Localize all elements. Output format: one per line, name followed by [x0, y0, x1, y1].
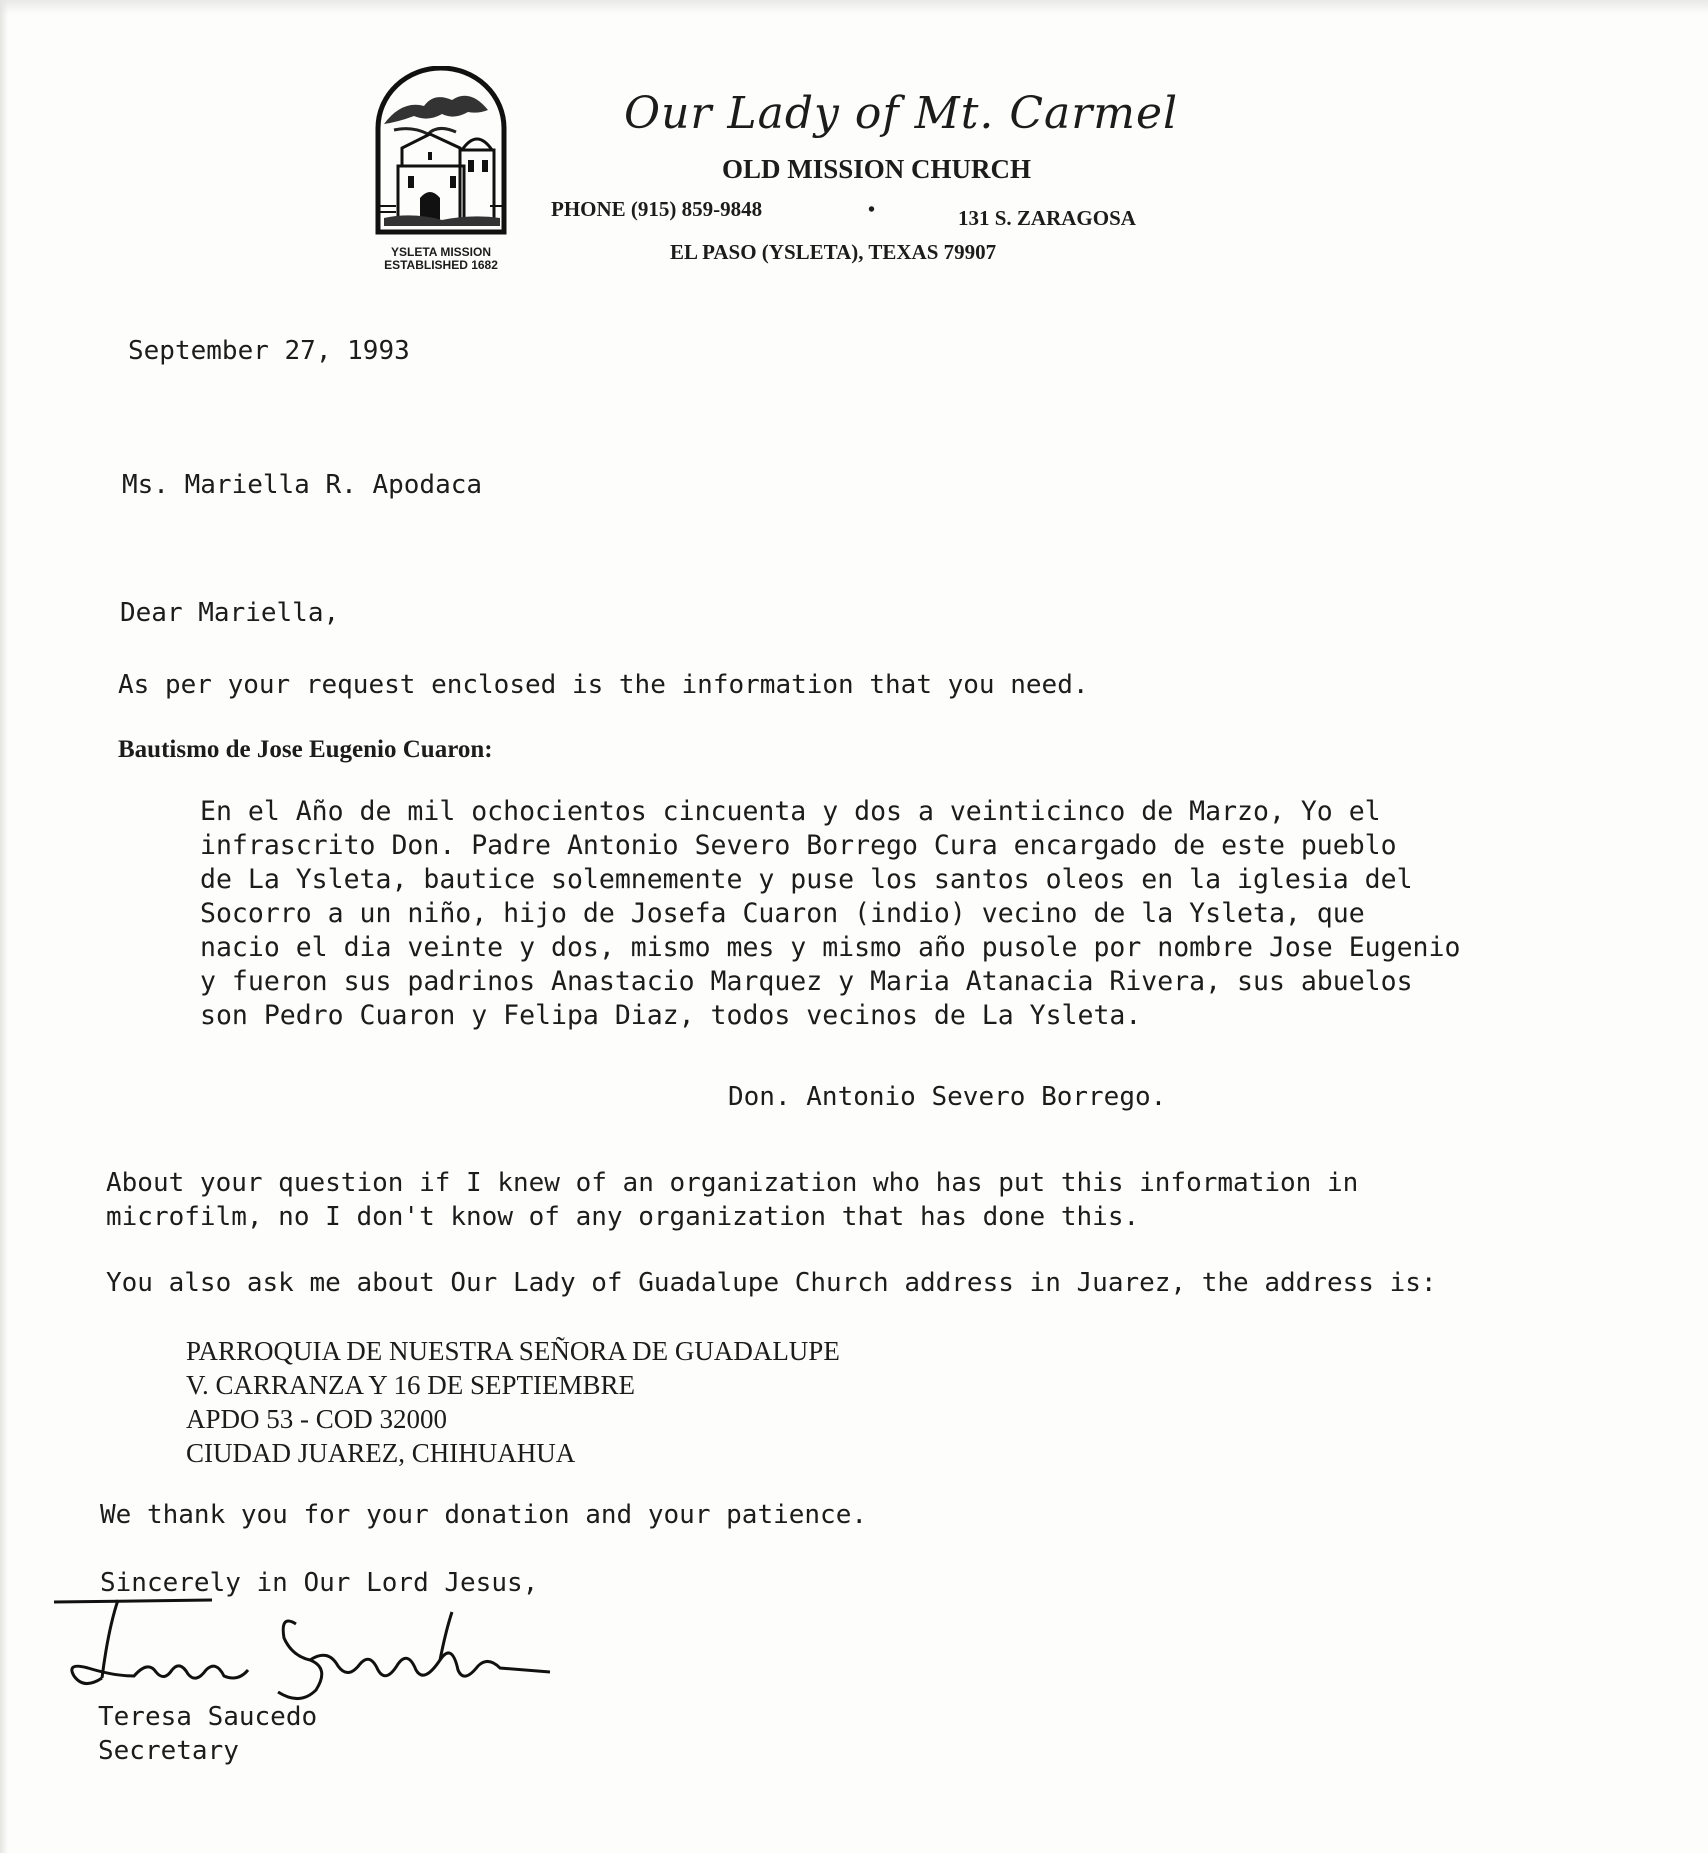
church-name: OLD MISSION CHURCH	[722, 154, 1032, 184]
record-line: Socorro a un niño, hijo de Josefa Cuaron (indio) vecino de la Ysleta, que	[200, 898, 1365, 929]
thanks-paragraph: We thank you for your donation and your patience.	[100, 1500, 868, 1530]
address-line: APDO 53 - COD 32000	[186, 1404, 448, 1434]
guadalupe-address	[186, 1334, 840, 1470]
mission-logo-icon	[372, 66, 510, 236]
address-line: PARROQUIA DE NUESTRA SEÑORA DE GUADALUPE	[186, 1336, 840, 1366]
baptism-record	[200, 795, 1460, 1033]
record-heading: Bautismo de Jose Eugenio Cuaron:	[118, 736, 493, 763]
paragraph-line: microfilm, no I don't know of any organization that has done this.	[106, 1202, 1140, 1232]
separator-bullet: •	[868, 199, 876, 221]
record-line: nacio el dia veinte y dos, mismo mes y mismo año pusole por nombre Jose Eugenio	[200, 932, 1461, 963]
record-signer: Don. Antonio Severo Borrego.	[728, 1082, 1167, 1112]
paragraph-line: About your question if I knew of an organization who has put this information in	[106, 1168, 1359, 1198]
scan-edge-left	[0, 0, 8, 1853]
recipient-name: Ms. Mariella R. Apodaca	[122, 470, 483, 500]
signer-name: Teresa Saucedo	[98, 1702, 318, 1732]
signer-title: Secretary	[98, 1736, 239, 1766]
letter-date: September 27, 1993	[128, 336, 410, 366]
church-city: EL PASO (YSLETA), TEXAS 79907	[670, 240, 997, 264]
address-line: CIUDAD JUAREZ, CHIHUAHUA	[186, 1438, 576, 1468]
closing: Sincerely in Our Lord Jesus,	[100, 1568, 539, 1598]
handwritten-signature	[48, 1590, 568, 1710]
guadalupe-intro: You also ask me about Our Lady of Guadalupe Church address in Juarez, the address is:	[106, 1268, 1437, 1298]
record-line: infrascrito Don. Padre Antonio Severo Borrego Cura encargado de este pueblo	[200, 830, 1397, 861]
intro-paragraph: As per your request enclosed is the information that you need.	[118, 670, 1089, 700]
church-script-title: Our Lady of Mt. Carmel	[624, 88, 1179, 139]
record-line: son Pedro Cuaron y Felipa Diaz, todos vecinos de La Ysleta.	[200, 1000, 1142, 1031]
logo-caption-line1: YSLETA MISSION	[390, 245, 491, 259]
church-phone: PHONE (915) 859-9848	[551, 197, 763, 221]
microfilm-paragraph	[106, 1166, 1358, 1234]
record-line: y fueron sus padrinos Anastacio Marquez y Maria Atanacia Rivera, sus abuelos	[200, 966, 1413, 997]
church-street: 131 S. ZARAGOSA	[958, 206, 1136, 230]
scan-edge-top	[0, 0, 1708, 14]
record-line: En el Año de mil ochocientos cincuenta y dos a veinticinco de Marzo, Yo el	[200, 796, 1381, 827]
record-line: de La Ysleta, bautice solemnemente y puse los santos oleos en la iglesia del	[200, 864, 1413, 895]
salutation: Dear Mariella,	[120, 598, 340, 628]
address-line: V. CARRANZA Y 16 DE SEPTIEMBRE	[186, 1370, 636, 1400]
logo-caption-line2: ESTABLISHED 1682	[384, 258, 498, 272]
